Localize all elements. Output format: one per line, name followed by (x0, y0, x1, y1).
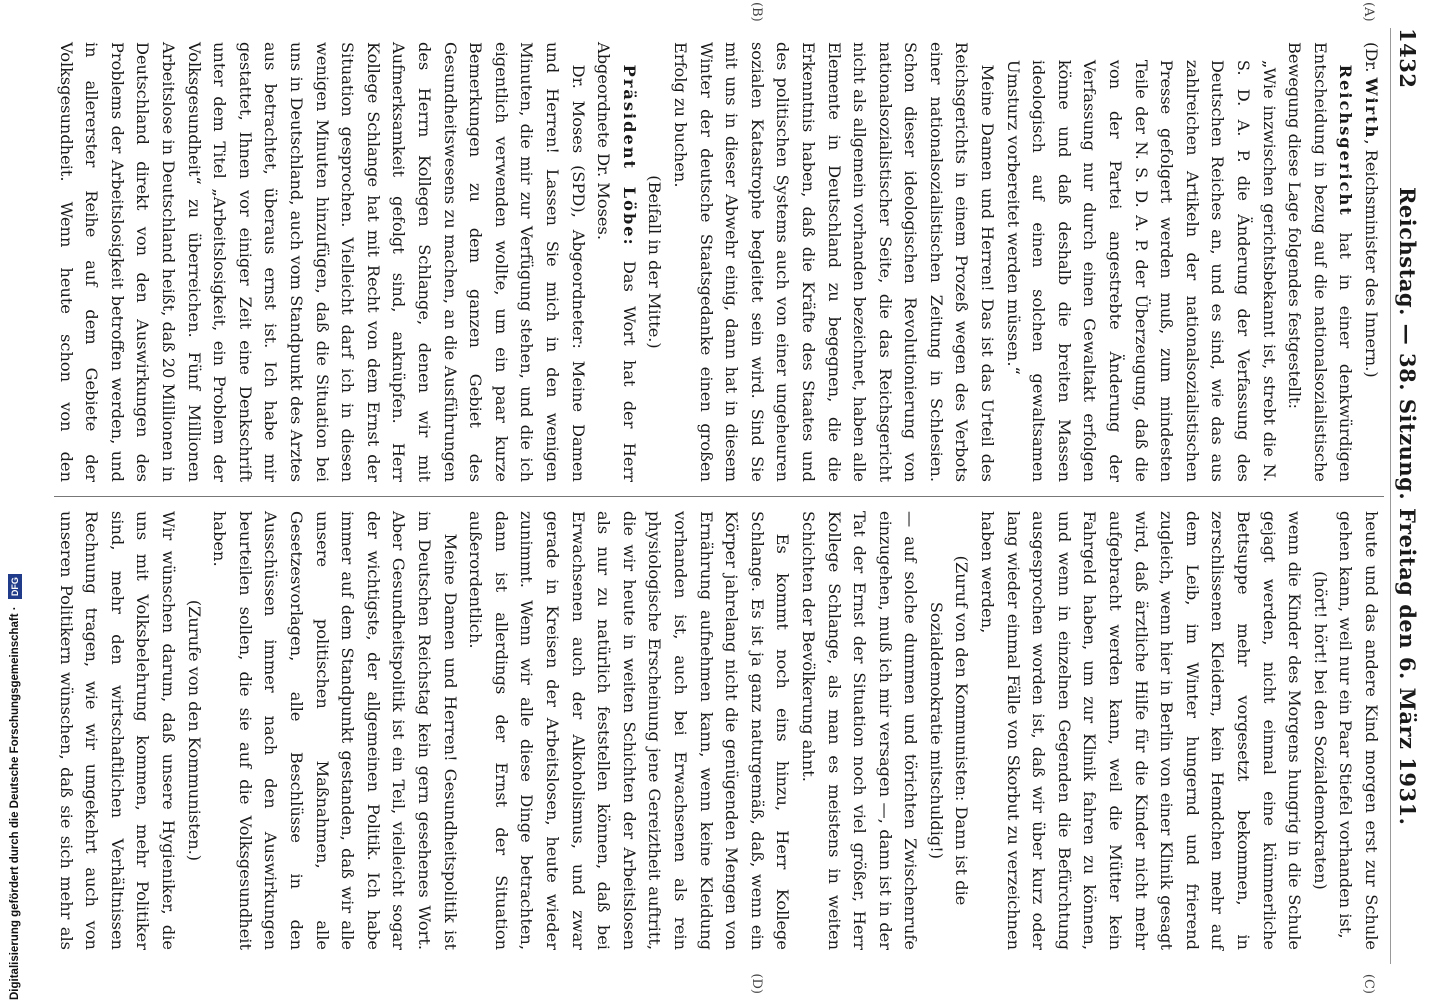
speaker-name: Wirth (1362, 77, 1381, 140)
paragraph-text: wenn die Kinder des Morgens hungrig in die Schule gejagt werden, nicht einmal eine kümmerliche Bettsuppe mehr vorgesetzt bekommen, in zerschlissenen Kleidern, kein Hemdchen mehr auf dem Leib, im Winter hungernd und frierend zugleich, wenn hier in Berlin von einer Klinik gesagt wird, daß ärztliche Hilfe für die Kinder nicht mehr aufgebracht werden kann, weil die Mütter kein Fahrgeld haben, um zur Klinik fahren zu können, und wenn in einzelnen Gegenden die Befürchtung ausgesprochen worden ist, daß wir über kurz oder lang wieder einmal Fälle von Skorbut zu verzeichnen haben werden, (978, 511, 1305, 950)
paragraph (975, 511, 1308, 950)
margin-mark-a: (A) (1361, 2, 1376, 22)
paragraph-text: Wir wünschen darum, daß unsere Hygieniker, die uns mit Volksbelehrung kommen, mehr Politiker sind, mehr den wirtschaftlichen Verhältnissen Rechnung tragen, wie wir umgekehrt auch von unseren Politikern wünschen, daß sie sich mehr als (56, 511, 179, 950)
paragraph-text: hat in einer denkwürdigen Entscheidung in bezug auf die nationalsozialistische Bewegung diese Lage folgendes festgestellt: (1285, 42, 1356, 482)
paragraph-text: — auf solche dummen und törichten Zwischenrufe einzugehen, muß ich mir versagen —, dann ist in der Tat der Ernst der Situation noch viel größer, Herr Kollege Schlange, als man es meistens in weiten Schichten der Bevölkerung ahnt. (798, 511, 921, 950)
paragraph-text: (Zuruf von den Kommunisten: Dann ist die Sozialdemokratie mitschuldig!) (926, 555, 972, 906)
paragraph (923, 511, 974, 950)
footer-credit-text: Digitalisierung gefördert durch die Deutsche Forschungsgemeinschaft · (9, 606, 21, 1000)
paragraph-text: Meine Damen und Herren! Das ist das Urteil des Reichsgerichts in einem Prozeß wegen des Verbots einer nationalsozialistischen Zeitung in Schlesien. Schon dieser ideologischen Revolutionierung von nationalsozialistischer Seite, die das Reichsgericht nicht als allgemein vorhanden bezeichnet, haben alle Elemente in Deutschland zu begegnen, die die Erkenntnis haben, daß die Kräfte des Staates und des politischen Systems auch von einer ungeheuren sozialen Katastrophe begleitet sein wird. Sind Sie mit uns in dieser Abwehr einig, dann hat in diesem Winter der deutsche Staatsgedanke einen großen Erfolg zu buchen. (670, 42, 998, 482)
paragraph (667, 42, 1000, 482)
paragraph (463, 511, 796, 950)
paragraph (1358, 42, 1384, 482)
dfg-logo: DFG (8, 574, 22, 599)
margin-mark-d: (D) (749, 973, 764, 994)
document-page (34, 0, 1434, 1000)
paragraph-text: Meine Damen und Herren! Gesundheitspolitik ist im Deutschen Reichstag kein gern gesehenes Wort. Aber Gesundheitspolitik ist ein Teil, vielleicht sogar der wichtigste, der allgemeinen Politik. Ich habe immer auf dem Standpunkt gestanden, daß wir alle unsere politischen Maßnahmen, alle Gesetzesvorlagen, alle Beschlüsse in den Ausschüssen immer nach den Auswirkungen beurteilen sollen, die sie auf die Volksgesundheit haben. (210, 511, 460, 950)
paragraph (1000, 42, 1282, 482)
paragraph-text: Dr. Moses (SPD), Abgeordneter: Meine Damen und Herren! Lassen Sie mich in den wenigen Minuten, die mir zur Verfügung stehen, und die ich eigentlich verwenden wollte, um ein paar kurze Bemerkungen zu dem ganzen Gebiet des Gesundheitswesens zu machen, an die Ausführungen des Herrn Kollegen Schlange, denen wir mit Aufmerksamkeit gefolgt sind, anknüpfen. Herr Kollege Schlange hat mit Recht von dem Ernst der Situation gesprochen. Vielleicht darf ich in diesen wenigen Minuten hinzufügen, daß die Situation bei uns in Deutschland, auch vom Standpunkt des Arztes aus betrachtet, überaus ernst ist. Ich habe mir gestattet, Ihnen vor einiger Zeit eine Denkschrift unter dem Titel „Arbeitslosigkeit, ein Problem der Volksgesundheit“ zu überreichen. Fünf Millionen Arbeitslose in Deutschland heißt, daß 20 Millionen in Deutschland direkt von den Auswirkungen des Problems der Arbeitslosigkeit betroffen werden, und in allererster Reihe auf dem Gebiete der Volksgesundheit. Wenn heute schon von den (56, 42, 588, 482)
paragraph-text: (Zurufe von den Kommunisten.) (184, 599, 204, 862)
paragraph-text: , Reichsminister des Innern.) (1362, 139, 1381, 378)
paragraph-text: (Beifall in der Mitte.) (645, 175, 665, 349)
footer-strip (6, 0, 24, 1000)
margin-mark-c: (C) (1361, 973, 1376, 994)
speaker-name: Reichsgericht (1336, 64, 1356, 217)
paragraph (181, 511, 207, 950)
page-number: 1432 (1395, 28, 1420, 89)
paragraph-prefix: (Dr. (1362, 42, 1381, 78)
paragraph-text: „Wie inzwischen gerichtsbekannt ist, strebt die N. S. D. A. P. die Änderung der Verfassung des Deutschen Reiches an, und es sind, wie das aus zahlreichen Artikeln der nationalsozialistischen Presse gefolgert werden muß, zum mindesten Teile der N. S. D. A. P. der Überzeugung, daß die von der Partei angestrebte Änderung der Verfassung nur durch einen Gewaltakt erfolgen könne und daß deshalb die breiten Massen ideologisch auf einen solchen gewaltsamen Umsturz vorbereitet werden müssen.“ (1003, 59, 1279, 482)
paragraph (591, 42, 642, 482)
paragraph (1307, 511, 1333, 950)
paragraph (1333, 511, 1384, 950)
paragraph (795, 511, 923, 950)
left-column (54, 28, 1384, 496)
paragraph (1282, 42, 1359, 482)
paragraph (54, 511, 181, 950)
footer-credit (6, 0, 24, 1000)
paragraph (642, 42, 668, 482)
right-column (54, 496, 1384, 964)
text-columns (54, 2, 1384, 994)
paragraph (207, 511, 463, 950)
margin-mark-b: (B) (749, 2, 764, 22)
paragraph (54, 42, 591, 482)
paragraph-text: Das Wort hat der Herr Abgeordnete Dr. Moses. (594, 42, 639, 482)
paragraph-text: (hört! hört! bei den Sozialdemokraten) (1310, 571, 1330, 890)
page-header (1390, 28, 1420, 964)
paragraph-text: heute und das andere Kind morgen erst zur Schule gehen kann, weil nur ein Paar Stiefel vorhanden ist, (1336, 511, 1381, 950)
paragraph-text: Es kommt noch eins hinzu, Herr Kollege Schlange. Es ist ja ganz naturgemäß, daß, wenn ein Körper jahrelang nicht die genügenden Mengen von Ernährung aufnehmen kann, wenn keine Kleidung vorhanden ist, auch bei Erwachsenen als rein physiologische Erscheinung jene Gereiztheit auftritt, die wir heute in weiten Schichten der Arbeitslosen als nur zu natürlich feststellen können, daß bei Erwachsenen auch der Alkoholismus, und zwar gerade in Kreisen der Arbeitslosen, heute wieder zunimmt. Wenn wir alle diese Dinge betrachten, dann ist allerdings der Ernst der Situation außerordentlich. (466, 511, 793, 950)
page-title: Reichstag. — 38. Sitzung. Freitag den 6. März 1931. (1395, 186, 1420, 826)
speaker-name: Präsident Löbe: (619, 64, 639, 247)
